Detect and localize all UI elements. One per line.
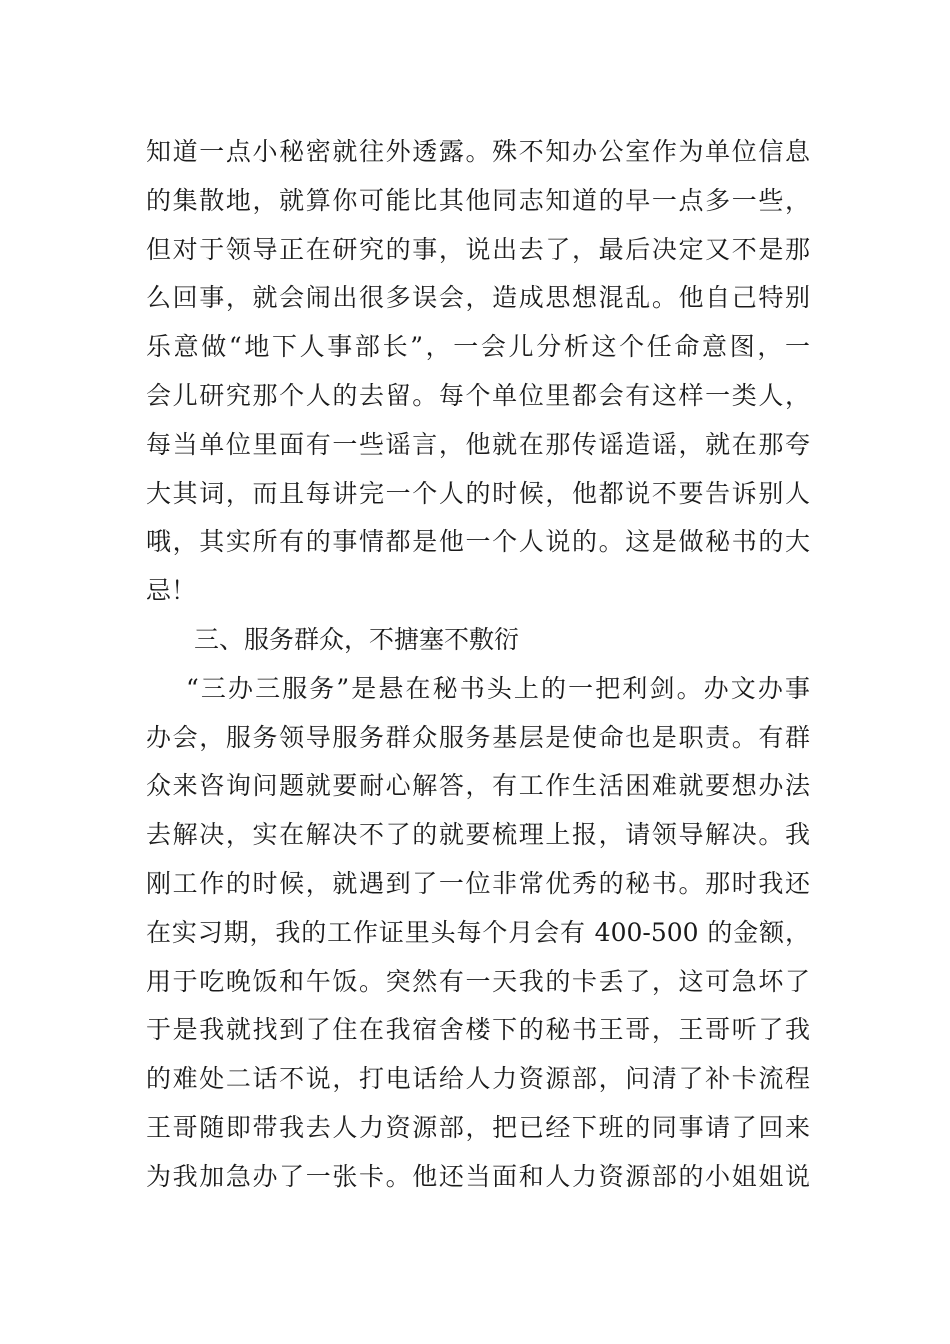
text-line: “三办三服务”是悬在秘书头上的一把利剑。办文办事 — [186, 673, 810, 703]
text-line: 大其词，而且每讲完一个人的时候，他都说不要告诉别人 — [146, 478, 810, 508]
text-line: 每当单位里面有一些谣言，他就在那传谣造谣，就在那夸 — [146, 429, 810, 459]
text-line: 乐意做“地下人事部长”，一会儿分析这个任命意图，一 — [146, 332, 810, 362]
text-line: 为我加急办了一张卡。他还当面和人力资源部的小姐姐说 — [146, 1161, 810, 1191]
text-line: 么回事，就会闹出很多误会，造成思想混乱。他自己特别 — [146, 283, 810, 313]
text-line: 王哥随即带我去人力资源部，把已经下班的同事请了回来 — [146, 1112, 810, 1142]
text-line: 的集散地，就算你可能比其他同志知道的早一点多一些， — [146, 185, 810, 215]
text-line: 众来咨询问题就要耐心解答，有工作生活困难就要想办法 — [146, 771, 810, 801]
text-line: 在实习期，我的工作证里头每个月会有 400-500 的金额， — [146, 917, 810, 947]
text-line: 办会，服务领导服务群众服务基层是使命也是职责。有群 — [146, 722, 810, 752]
text-line: 忌！ — [146, 576, 197, 606]
text-line: 于是我就找到了住在我宿舍楼下的秘书王哥，王哥听了我 — [146, 1015, 810, 1045]
document-body — [146, 128, 810, 1202]
text-line: 知道一点小秘密就往外透露。殊不知办公室作为单位信息 — [146, 137, 810, 166]
text-line: 的难处二话不说，打电话给人力资源部，问清了补卡流程 — [146, 1064, 810, 1094]
text-line: 但对于领导正在研究的事，说出去了，最后决定又不是那 — [146, 234, 810, 264]
text-line: 哦，其实所有的事情都是他一个人说的。这是做秘书的大 — [146, 527, 810, 557]
section-heading: 三、服务群众，不搪塞不敷衍 — [194, 624, 520, 654]
text-line: 刚工作的时候，就遇到了一位非常优秀的秘书。那时我还 — [146, 868, 810, 898]
text-line: 会儿研究那个人的去留。每个单位里都会有这样一类人， — [146, 380, 810, 410]
text-line: 用于吃晚饭和午饭。突然有一天我的卡丢了，这可急坏了 — [146, 966, 810, 996]
text-line: 去解决，实在解决不了的就要梳理上报，请领导解决。我 — [146, 820, 810, 850]
